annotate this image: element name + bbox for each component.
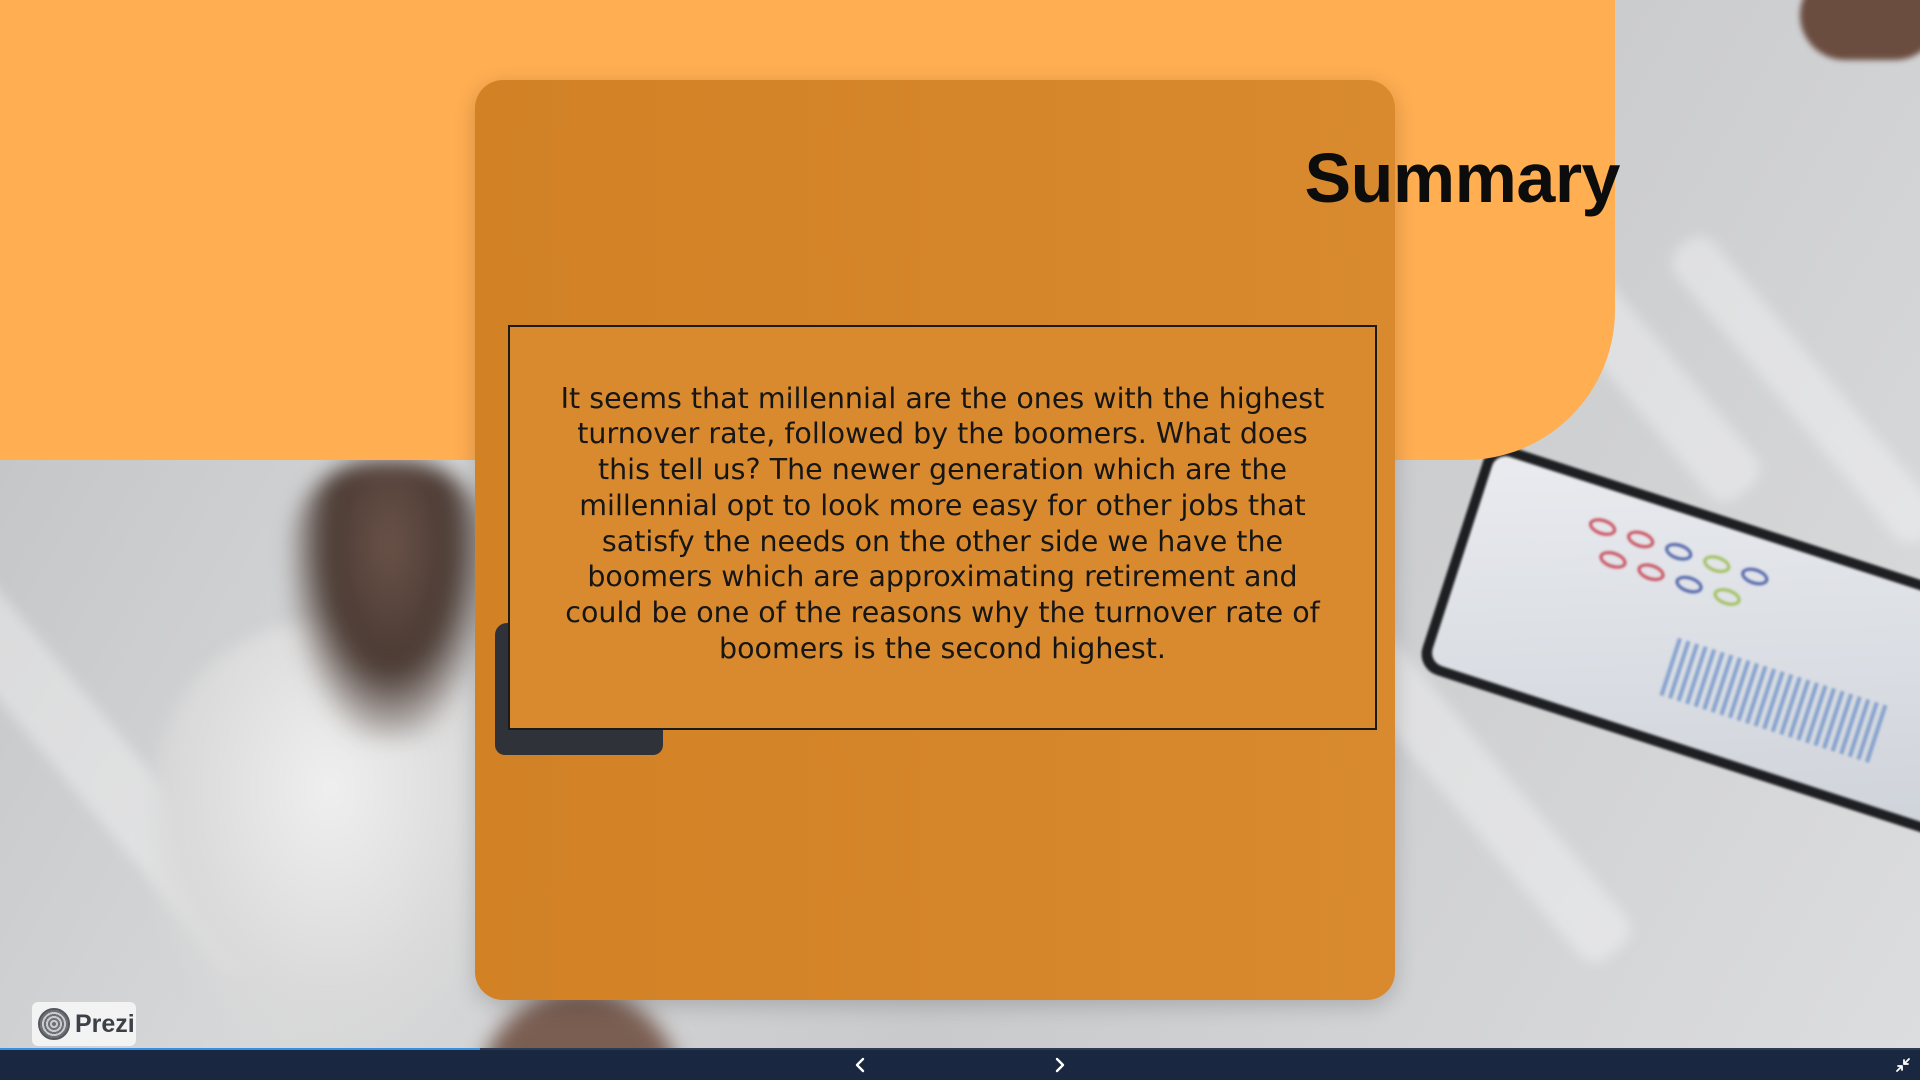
summary-textbox (508, 325, 1377, 730)
bg-pen-shape (1664, 228, 1920, 551)
next-step-button[interactable] (1045, 1050, 1075, 1080)
previous-step-button[interactable] (845, 1050, 875, 1080)
prezi-logo-icon (38, 1008, 70, 1040)
bg-tablet-chart (1660, 638, 1888, 763)
bg-tablet-dot (1673, 573, 1705, 597)
chevron-right-icon (1054, 1057, 1066, 1073)
bg-tablet-dot (1663, 540, 1695, 564)
bg-tablet-dot (1711, 585, 1743, 609)
prezi-logo[interactable] (32, 1002, 136, 1046)
exit-fullscreen-button[interactable] (1888, 1050, 1918, 1080)
bg-tablet-dot (1597, 548, 1629, 572)
bg-person-head (290, 460, 490, 740)
bg-tablet-dot (1625, 527, 1657, 551)
bg-tablet-dot (1635, 560, 1667, 584)
slide-title: Summary (1304, 139, 1620, 217)
bg-tablet-dot (1701, 552, 1733, 576)
chevron-left-icon (854, 1057, 866, 1073)
summary-text: It seems that millennial are the ones with the highest turnover rate, followed by the boomers. What does this tell us? The newer generation which are the millennial opt to look more easy for other jobs that satisfy the needs on the other side we have the boomers which are approximating retirement and could be one of the reasons why the turnover rate of boomers is the second highest. (560, 381, 1325, 665)
bg-tablet-dot (1739, 565, 1771, 589)
navigation-bar (0, 1050, 1920, 1080)
bg-tablet-dot (1587, 515, 1619, 539)
bg-hand (1800, 0, 1920, 60)
exit-fullscreen-icon (1895, 1057, 1911, 1073)
prezi-logo-text: Prezi (75, 1009, 135, 1038)
